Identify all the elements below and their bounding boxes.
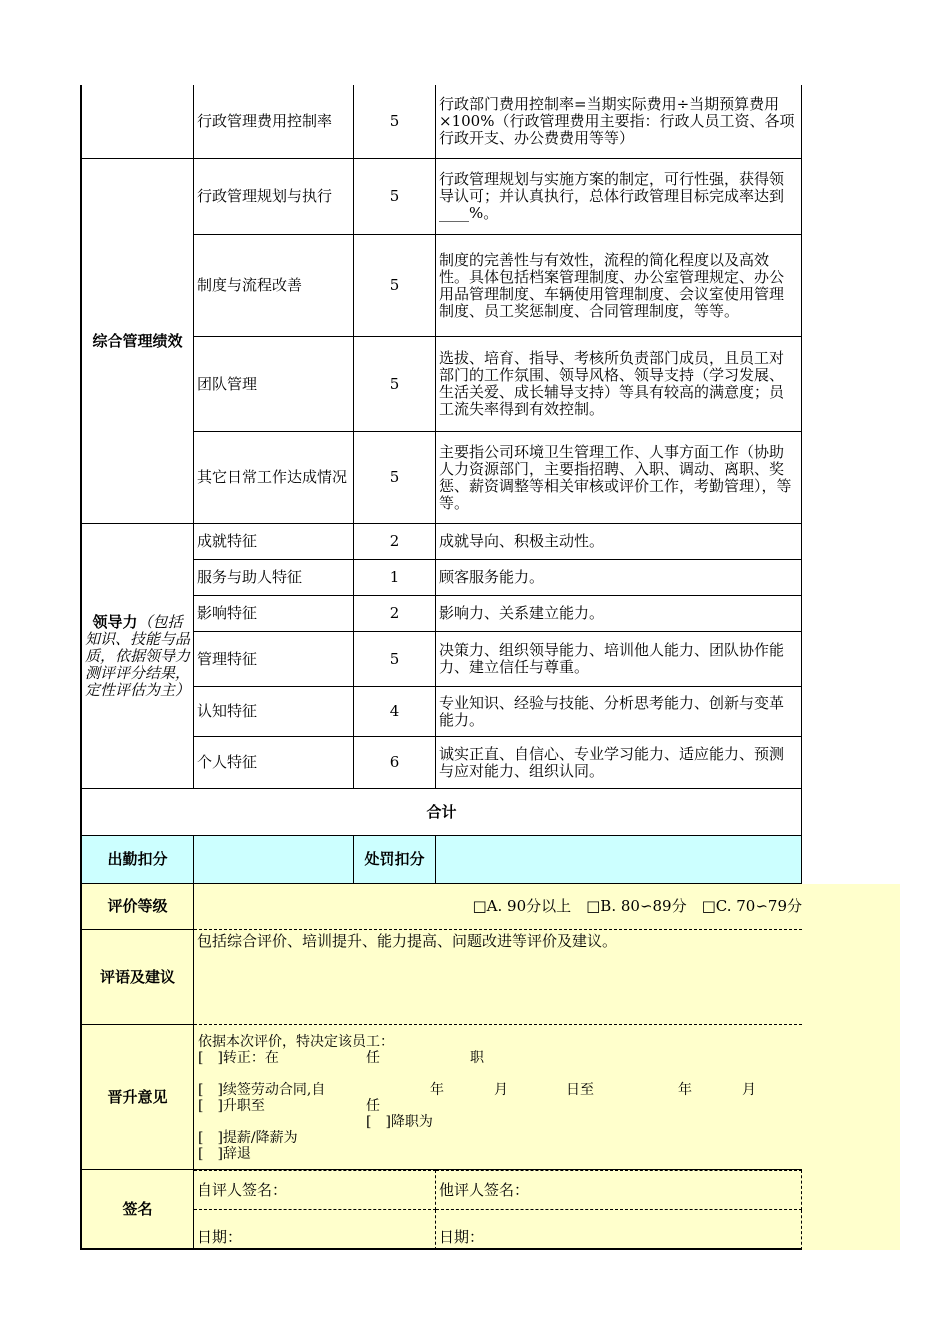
comment-label: 评语及建议 <box>80 930 194 1025</box>
penalty-input[interactable] <box>436 836 802 884</box>
row-desc: 主要指公司环境卫生管理工作、人事方面工作（协助人力资源部门，主要指招聘、入职、调动、离职、奖惩、薪资调整等相关审核或评价工作，考勤管理），等等。 <box>436 432 802 524</box>
row-desc: 影响力、关系建立能力。 <box>436 596 802 632</box>
row-item: 其它日常工作达成情况 <box>194 432 354 524</box>
row-score: 5 <box>354 85 436 159</box>
text-month2: 月 <box>742 1082 756 1098</box>
promotion-intro: 依据本次评价，特决定该员工： <box>198 1034 394 1050</box>
comment-field[interactable]: 包括综合评价、培训提升、能力提高、问题改进等评价及建议。 <box>194 930 802 1025</box>
row-item: 团队管理 <box>194 337 354 432</box>
leadership-title: 领导力 <box>92 612 138 631</box>
other-date[interactable]: 日期： <box>436 1210 802 1250</box>
sign-label: 签名 <box>80 1170 194 1250</box>
promotion-field[interactable] <box>194 1025 802 1170</box>
text-day-to: 日至 <box>566 1082 594 1098</box>
option-salary[interactable]: [ ]提薪/降薪为 <box>198 1130 298 1146</box>
leadership-group <box>80 524 194 789</box>
self-date[interactable]: 日期： <box>194 1210 436 1250</box>
row-item: 管理特征 <box>194 632 354 687</box>
text-year: 年 <box>430 1082 444 1098</box>
option-promote[interactable]: [ ]升职至 <box>198 1098 265 1114</box>
row-score: 4 <box>354 687 436 737</box>
option-demote[interactable]: [ ]降职为 <box>366 1114 433 1130</box>
promotion-label: 晋升意见 <box>80 1025 194 1170</box>
text-ren2: 任 <box>366 1098 380 1114</box>
leadership-note: （包括知识、技能与品质，依据领导力测评评分结果，定性评估为主） <box>85 612 191 699</box>
grade-options[interactable]: □A. 90分以上 □B. 80∽89分 □C. 70∽79分 <box>194 884 802 930</box>
total-label: 合计 <box>80 789 802 836</box>
row-desc: 成就导向、积极主动性。 <box>436 524 802 560</box>
row-desc: 行政管理规划与实施方案的制定，可行性强，获得领导认可；并认真执行，总体行政管理目标完成率达到____%。 <box>436 159 802 235</box>
row-item: 认知特征 <box>194 687 354 737</box>
row-desc: 制度的完善性与有效性，流程的简化程度以及高效性。具体包括档案管理制度、办公室管理规定、办公用品管理制度、车辆使用管理制度、会议室使用管理制度、员工奖惩制度、合同管理制度，等等。 <box>436 235 802 337</box>
row-score: 5 <box>354 432 436 524</box>
row-score: 1 <box>354 560 436 596</box>
row-desc: 专业知识、经验与技能、分析思考能力、创新与变革能力。 <box>436 687 802 737</box>
row-score: 5 <box>354 337 436 432</box>
row-desc: 诚实正直、自信心、专业学习能力、适应能力、预测与应对能力、组织认同。 <box>436 737 802 789</box>
row-item: 服务与助人特征 <box>194 560 354 596</box>
row-score: 6 <box>354 737 436 789</box>
option-dismiss[interactable]: [ ]辞退 <box>198 1146 251 1162</box>
other-signature[interactable]: 他评人签名： <box>436 1170 802 1210</box>
group-label: 综合管理绩效 <box>80 159 194 524</box>
row-item: 个人特征 <box>194 737 354 789</box>
row-item: 制度与流程改善 <box>194 235 354 337</box>
row-score: 2 <box>354 596 436 632</box>
self-signature[interactable]: 自评人签名： <box>194 1170 436 1210</box>
row-score: 2 <box>354 524 436 560</box>
row-desc: 顾客服务能力。 <box>436 560 802 596</box>
group-cell-empty <box>80 85 194 159</box>
text-month: 月 <box>494 1082 508 1098</box>
row-item: 行政管理规划与执行 <box>194 159 354 235</box>
option-renew[interactable]: [ ]续签劳动合同,自 <box>198 1082 326 1098</box>
row-item: 成就特征 <box>194 524 354 560</box>
penalty-label: 处罚扣分 <box>354 836 436 884</box>
text-ren: 任 <box>366 1050 380 1066</box>
row-score: 5 <box>354 235 436 337</box>
text-year2: 年 <box>678 1082 692 1098</box>
attendance-input[interactable] <box>194 836 354 884</box>
row-desc: 行政部门费用控制率=当期实际费用÷当期预算费用×100%（行政管理费用主要指：行政人员工资、各项行政开支、办公费费用等等） <box>436 85 802 159</box>
row-desc: 决策力、组织领导能力、培训他人能力、团队协作能力、建立信任与尊重。 <box>436 632 802 687</box>
option-confirm[interactable]: [ ]转正：在 <box>198 1050 279 1066</box>
grade-label: 评价等级 <box>80 884 194 930</box>
row-item: 影响特征 <box>194 596 354 632</box>
row-item: 行政管理费用控制率 <box>194 85 354 159</box>
attendance-label: 出勤扣分 <box>80 836 194 884</box>
row-score: 5 <box>354 632 436 687</box>
text-zhi: 职 <box>470 1050 484 1066</box>
row-desc: 选拔、培育、指导、考核所负责部门成员，且员工对部门的工作氛围、领导风格、领导支持（学习发展、生活关爱、成长辅导支持）等具有较高的满意度；员工流失率得到有效控制。 <box>436 337 802 432</box>
row-score: 5 <box>354 159 436 235</box>
